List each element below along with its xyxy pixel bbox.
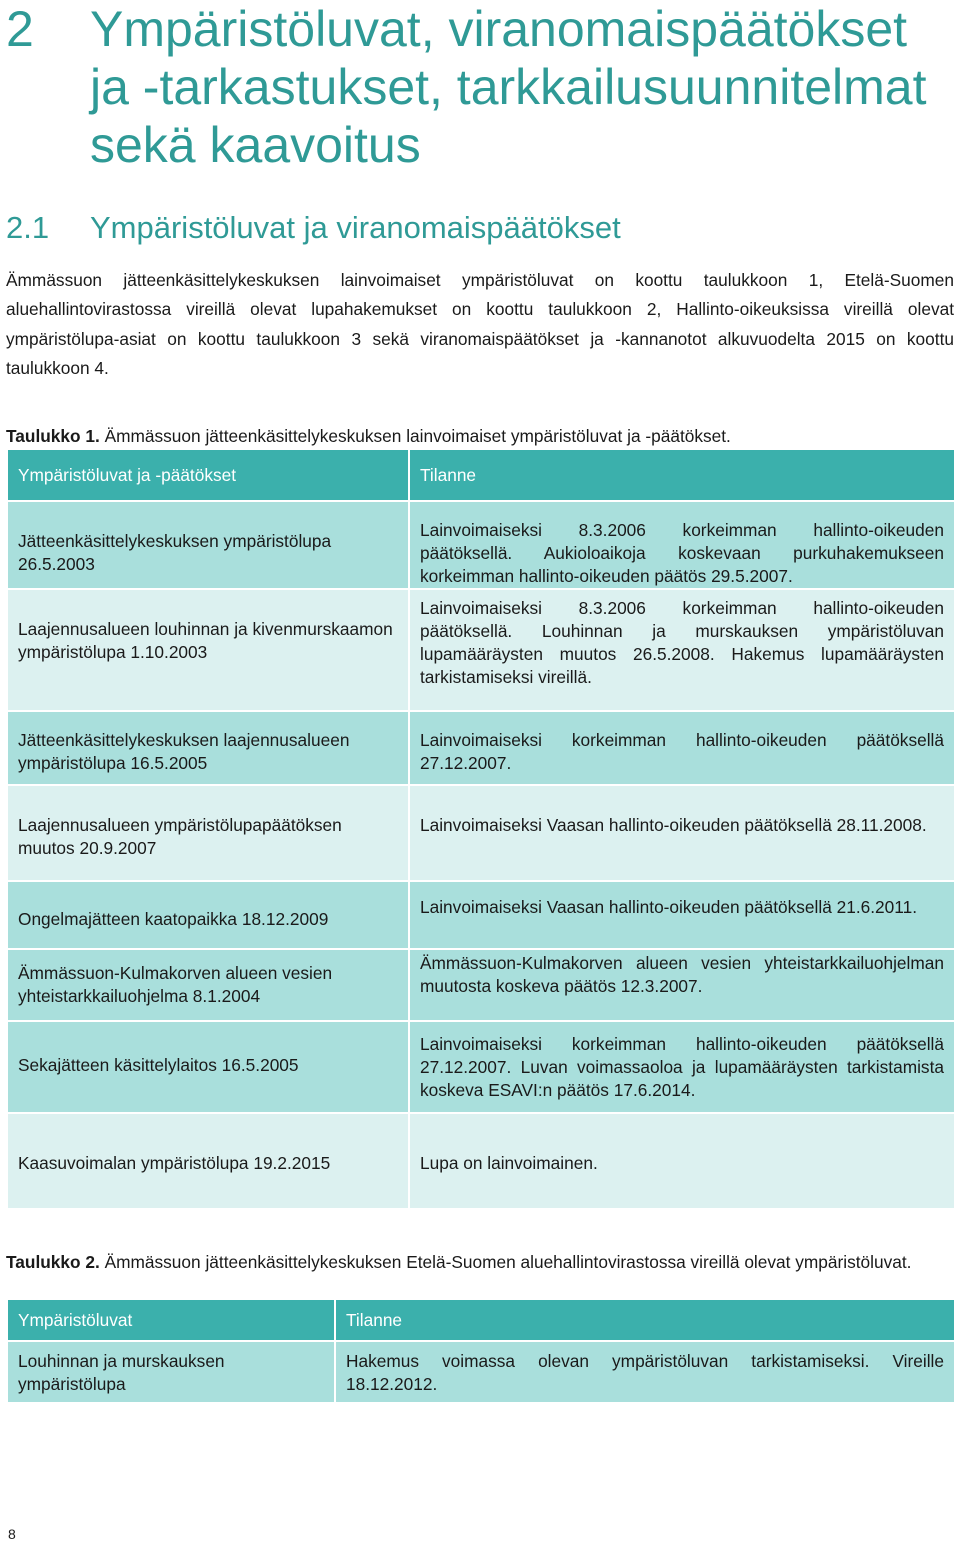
chapter-number: 2 xyxy=(6,1,34,57)
table-row xyxy=(7,711,955,785)
permit-cell: Sekajätteen käsittelylaitos 16.5.2005 xyxy=(7,1021,409,1113)
table2-caption-text: Ämmässuon jätteenkäsittelykeskuksen Etelä-Suomen aluehallintovirastossa vireillä olevat ympäristöluvat. xyxy=(99,1252,912,1272)
table-row xyxy=(7,1113,955,1209)
page-number: 8 xyxy=(8,1526,16,1542)
intro-paragraph: Ämmässuon jätteenkäsittelykeskuksen lainvoimaiset ympäristöluvat on koottu taulukkoon 1, Etelä-Suomen aluehallintovirastossa vireillä olevat lupahakemukset on koottu taulukkoon 2, Hallinto-oikeuksissa vireillä olevat ympäristölupa-asiat on koottu taulukkoon 3 sekä viranomaispäätökset ja -kannanotot alkuvuodelta 2015 on koottu taulukkoon 4. xyxy=(6,270,954,378)
status-cell: Hakemus voimassa olevan ympäristöluvan tarkistamiseksi. Vireille 18.12.2012. xyxy=(335,1341,955,1403)
table1-header-permits: Ympäristöluvat ja -päätökset xyxy=(7,449,409,501)
table-row xyxy=(7,949,955,1021)
table2-header-permits: Ympäristöluvat xyxy=(7,1299,335,1341)
status-cell: Lainvoimaiseksi Vaasan hallinto-oikeuden päätöksellä 21.6.2011. xyxy=(409,881,955,949)
table1-caption xyxy=(6,424,954,448)
table2-caption-label: Taulukko 2. xyxy=(6,1252,100,1272)
status-cell: Lainvoimaiseksi 8.3.2006 korkeimman hallinto-oikeuden päätöksellä. Aukioloaikoja koskevaan purkuhakemukseen korkeimman hallinto-oikeuden päätös 29.5.2007. xyxy=(409,501,955,589)
section-number: 2.1 xyxy=(6,210,50,245)
permit-cell: Jätteenkäsittelykeskuksen laajennusalueen ympäristölupa 16.5.2005 xyxy=(7,711,409,785)
permit-cell: Laajennusalueen louhinnan ja kivenmurskaamon ympäristölupa 1.10.2003 xyxy=(7,589,409,711)
table-row xyxy=(7,1021,955,1113)
table-row xyxy=(7,881,955,949)
chapter-title-line-2: ja -tarkastukset, tarkkailusuunnitelmat xyxy=(90,59,927,115)
permit-cell: Jätteenkäsittelykeskuksen ympäristölupa 26.5.2003 xyxy=(7,501,409,589)
table-row xyxy=(7,1341,955,1403)
chapter-title-line-3: sekä kaavoitus xyxy=(90,117,421,173)
permit-cell: Ämmässuon-Kulmakorven alueen vesien yhteistarkkailuohjelma 8.1.2004 xyxy=(7,949,409,1021)
table2 xyxy=(6,1298,956,1404)
table-row xyxy=(7,501,955,589)
permit-cell: Louhinnan ja murskauksen ympäristölupa xyxy=(7,1341,335,1403)
status-cell: Lupa on lainvoimainen. xyxy=(409,1113,955,1209)
table-row xyxy=(7,589,955,711)
status-cell: Lainvoimaiseksi 8.3.2006 korkeimman hallinto-oikeuden päätöksellä. Louhinnan ja murskauksen ympäristöluvan lupamääräysten muutos 26.5.2008. Hakemus lupamääräysten tarkistamiseksi vireillä. xyxy=(409,589,955,711)
status-cell: Lainvoimaiseksi Vaasan hallinto-oikeuden päätöksellä 28.11.2008. xyxy=(409,785,955,881)
permit-cell: Kaasuvoimalan ympäristölupa 19.2.2015 xyxy=(7,1113,409,1209)
status-cell: Lainvoimaiseksi korkeimman hallinto-oikeuden päätöksellä 27.12.2007. xyxy=(409,711,955,785)
chapter-title-line-1: Ympäristöluvat, viranomaispäätökset xyxy=(90,1,908,57)
status-cell: Ämmässuon-Kulmakorven alueen vesien yhteistarkkailuohjelman muutosta koskeva päätös 12.3.2007. xyxy=(409,949,955,1021)
table2-header-status: Tilanne xyxy=(335,1299,955,1341)
status-cell: Lainvoimaiseksi korkeimman hallinto-oikeuden päätöksellä 27.12.2007. Luvan voimassaoloa ja lupamääräysten tarkistamista koskeva ESAVI:n päätös 17.6.2014. xyxy=(409,1021,955,1113)
section-title: Ympäristöluvat ja viranomaispäätökset xyxy=(90,210,621,245)
table2-caption xyxy=(6,1250,954,1274)
permit-cell: Ongelmajätteen kaatopaikka 18.12.2009 xyxy=(7,881,409,949)
table1-header-status: Tilanne xyxy=(409,449,955,501)
table-row xyxy=(7,785,955,881)
table1-caption-label: Taulukko 1. xyxy=(6,426,100,446)
table1 xyxy=(6,448,956,1210)
table1-caption-text: Ämmässuon jätteenkäsittelykeskuksen lainvoimaiset ympäristöluvat ja -päätökset. xyxy=(99,426,731,446)
permit-cell: Laajennusalueen ympäristölupapäätöksen muutos 20.9.2007 xyxy=(7,785,409,881)
